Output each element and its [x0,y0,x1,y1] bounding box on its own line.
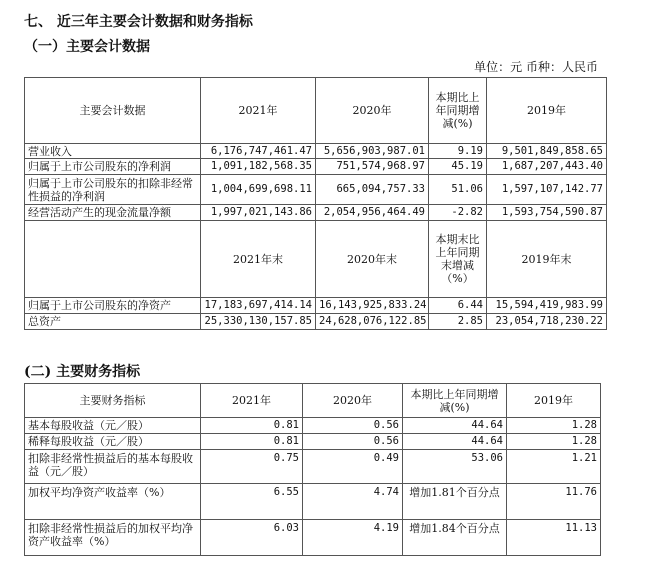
cell-change: 2.85 [429,314,487,330]
table-row [25,205,607,221]
cell-2020: 4.74 [303,484,403,520]
cell-2021: 6.03 [201,520,303,556]
cell-2019: 9,501,849,858.65 [487,144,607,159]
cell-change: 53.06 [403,450,507,484]
cell-change: 44.64 [403,418,507,434]
cell-2020: 665,094,757.33 [316,175,429,205]
cell-2021: 6.55 [201,484,303,520]
header-2021: 2021年 [201,78,316,144]
subheader-label-empty [25,221,201,298]
row-label: 基本每股收益（元／股） [25,418,201,434]
cell-2019: 11.76 [507,484,601,520]
header-change: 本期比上年同期增减(%) [403,384,507,418]
cell-2020: 24,628,076,122.85 [316,314,429,330]
row-label: 经营活动产生的现金流量净额 [25,205,201,221]
subheader-2021: 2021年末 [201,221,316,298]
row-label: 归属于上市公司股东的净资产 [25,298,201,314]
cell-2020: 16,143,925,833.24 [316,298,429,314]
header-label: 主要财务指标 [25,384,201,418]
row-label: 加权平均净资产收益率（%） [25,484,201,520]
unit-currency-note: 单位：元 币种：人民币 [474,60,598,74]
header-2020: 2020年 [303,384,403,418]
cell-2021: 1,004,699,698.11 [201,175,316,205]
cell-2020: 2,054,956,464.49 [316,205,429,221]
cell-2019: 15,594,419,983.99 [487,298,607,314]
cell-2021: 17,183,697,414.14 [201,298,316,314]
cell-2019: 1,593,754,590.87 [487,205,607,221]
cell-change: 增加1.81个百分点 [403,484,507,520]
cell-change: -2.82 [429,205,487,221]
table-row [25,144,607,159]
subheader-2019: 2019年末 [487,221,607,298]
header-2021: 2021年 [201,384,303,418]
table-row [25,450,601,484]
header-2020: 2020年 [316,78,429,144]
table-row [25,520,601,556]
cell-2020: 4.19 [303,520,403,556]
table-row [25,434,601,450]
cell-change: 51.06 [429,175,487,205]
header-2019: 2019年 [487,78,607,144]
row-label: 扣除非经常性损益后的基本每股收益（元／股） [25,450,201,484]
cell-2019: 1.21 [507,450,601,484]
cell-2021: 0.75 [201,450,303,484]
table-row [25,159,607,175]
table-row [25,484,601,520]
table-header-row [25,384,601,418]
header-2019: 2019年 [507,384,601,418]
table-row [25,298,607,314]
table-subheader-row [25,221,607,298]
subheader-2020: 2020年末 [316,221,429,298]
cell-2020: 0.49 [303,450,403,484]
table-row [25,175,607,205]
row-label: 扣除非经常性损益后的加权平均净资产收益率（%） [25,520,201,556]
row-label: 归属于上市公司股东的扣除非经常性损益的净利润 [25,175,201,205]
cell-2021: 1,091,182,568.35 [201,159,316,175]
cell-2021: 0.81 [201,418,303,434]
cell-2019: 1,687,207,443.40 [487,159,607,175]
cell-2021: 25,330,130,157.85 [201,314,316,330]
cell-change: 6.44 [429,298,487,314]
table-header-row [25,78,607,144]
cell-2020: 751,574,968.97 [316,159,429,175]
cell-2019: 1,597,107,142.77 [487,175,607,205]
financial-indicators-table [24,383,601,556]
cell-2021: 0.81 [201,434,303,450]
header-change: 本期比上年同期增减(%) [429,78,487,144]
cell-2019: 1.28 [507,418,601,434]
subheader-change: 本期末比上年同期末增减（%） [429,221,487,298]
cell-2020: 5,656,903,987.01 [316,144,429,159]
subsection-title-financial-indicators: (二) 主要财务指标 [24,364,141,380]
row-label: 归属于上市公司股东的净利润 [25,159,201,175]
cell-2020: 0.56 [303,434,403,450]
section-title: 七、 近三年主要会计数据和财务指标 [24,14,253,30]
cell-2019: 1.28 [507,434,601,450]
cell-2020: 0.56 [303,418,403,434]
cell-change: 45.19 [429,159,487,175]
row-label: 稀释每股收益（元／股） [25,434,201,450]
cell-2021: 1,997,021,143.86 [201,205,316,221]
cell-2019: 11.13 [507,520,601,556]
header-label: 主要会计数据 [25,78,201,144]
accounting-data-table [24,77,607,330]
row-label: 总资产 [25,314,201,330]
cell-change: 44.64 [403,434,507,450]
cell-change: 9.19 [429,144,487,159]
subsection-title-accounting-data: （一）主要会计数据 [24,39,150,55]
cell-change: 增加1.84个百分点 [403,520,507,556]
cell-2019: 23,054,718,230.22 [487,314,607,330]
table-row [25,314,607,330]
table-row [25,418,601,434]
cell-2021: 6,176,747,461.47 [201,144,316,159]
row-label: 营业收入 [25,144,201,159]
